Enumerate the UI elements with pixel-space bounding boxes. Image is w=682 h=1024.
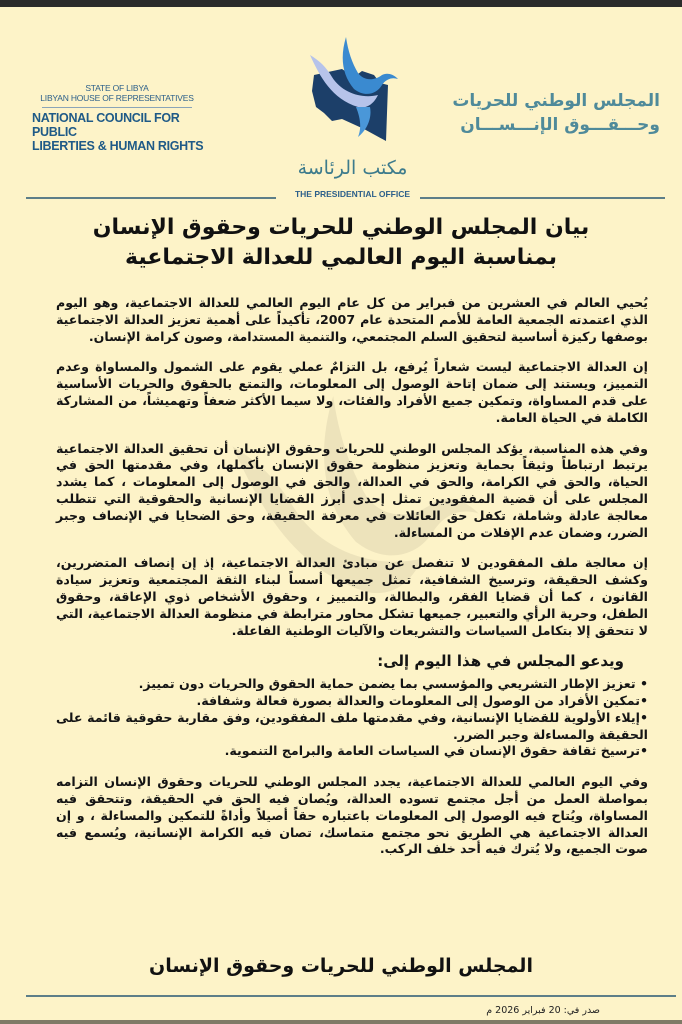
- signature: المجلس الوطني للحريات وحقوق الإنسان: [149, 955, 533, 977]
- bottom-bar: [0, 1020, 682, 1024]
- state-of-libya-label: STATE OF LIBYA: [85, 83, 149, 93]
- paragraph: وفي هذه المناسبة، يؤكد المجلس الوطني للحريات وحقوق الإنسان أن تحقيق العدالة الاجتماعية يرتبط ارتباطاً وثيقاً بحماية وتعزيز منظومة حقوق الإنسان بأكملها، وفي مقدمتها الحق في الحياة، والحق في الكرامة، والحق في العدالة، والحق في الوصول إلى المعلومات ، كما يشدد المجلس على أن قضية المفقودين تمثل إحدى أبرز القضايا الإنسانية والحقوقية التي تتطلب معالجة عادلة وشاملة، تكفل حق العائلات في معرفة الحقيقة، وحق الضحايا في الإنصاف وجبر الضرر، وضمان عدم الإفلات من المساءلة.: [56, 440, 648, 540]
- council-name-ar-line1: المجلس الوطني للحريات: [452, 91, 660, 111]
- title-line1: بيان المجلس الوطني للحريات وحقوق الإنسان: [92, 215, 590, 240]
- footer-divider: [26, 995, 676, 997]
- letterhead: [0, 7, 682, 197]
- presidential-office-en: THE PRESIDENTIAL OFFICE: [294, 189, 411, 199]
- paragraph: إن العدالة الاجتماعية ليست شعاراً يُرفع، بل التزامٌ عملي يقوم على الشمول والمساواة وعدم التمييز، ويستند إلى ضمان إتاحة الوصول إلى المعلومات، والتمتع بالحقوق والحريات الأساسية على قدم المساواة، وتمكين جميع الأفراد والفئات، ولا سيما الأكثر ضعفاً وتهميشاً، من المشاركة الكاملة في الحياة العامة.: [56, 359, 648, 425]
- closing-paragraph: وفي اليوم العالمي للعدالة الاجتماعية، يجدد المجلس الوطني للحريات وحقوق الإنسان التزامه بمواصلة العمل من أجل مجتمع تسوده العدالة، ويُصان فيه الحق في الحقيقة، وتتحقق فيه المساواة، ويُتاح فيه الوصول إلى المعلومات باعتباره حقاً أصيلاً وأداةً للتمكين والمساءلة ، و إن العدالة الاجتماعية هي الطريق نحو مجتمع متماسك، تصان فيه الكرامة الإنسانية، ويُسمع فيه صوت الجميع، ولا يُترك فيه أحد خلف الركب.: [56, 774, 648, 857]
- header-divider-right: [420, 197, 665, 199]
- paragraph: إن معالجة ملف المفقودين لا تنفصل عن مبادئ العدالة الاجتماعية، إذ إن إنصاف المتضررين، وكشف الحقيقة، وترسيخ الشفافية، تمثل جميعها أسساً لبناء الثقة المجتمعية وتعزيز سيادة القانون ، كما أن قضايا الفقر، والبطالة، والتمييز ، وحقوق الأشخاص ذوي الإعاقة، وحقوق الطفل، وحرية الرأي والتعبير، جميعها تشكل محاور مترابطة في منظومة العدالة الاجتماعية، التي لا تتحقق إلا بتكامل السياسات والتشريعات والآليات الوطنية الفاعلة.: [56, 555, 648, 638]
- top-dark-bar: [0, 0, 682, 7]
- issued-date: صدر في: 20 فبراير 2026 م: [486, 1005, 600, 1016]
- arabic-letterhead: [450, 89, 660, 137]
- recommendations-list: [56, 676, 648, 760]
- house-of-representatives-label: LIBYAN HOUSE OF REPRESENTATIVES: [40, 93, 194, 103]
- statement-body: [56, 295, 648, 872]
- header-divider-left: [26, 197, 276, 199]
- list-item: • تعزيز الإطار التشريعي والمؤسسي بما يضمن حماية الحقوق والحريات دون تمييز.: [138, 676, 648, 692]
- paragraph: يُحيي العالم في العشرين من فبراير من كل عام اليوم العالمي للعدالة الاجتماعية، وهو اليوم الذي اعتمدته الجمعية العامة للأمم المتحدة عام 2007، تأكيداً على أهمية تعزيز العدالة الاجتماعية بوصفها ركيزة أساسية لتحقيق السلم المجتمعي، والتنمية المستدامة، وصون كرامة الإنسان.: [56, 295, 648, 344]
- list-item: •تمكين الأفراد من الوصول إلى المعلومات والعدالة بصورة فعالة وشفافة.: [196, 692, 648, 708]
- council-name-en-line2: LIBERTIES & HUMAN RIGHTS: [32, 139, 204, 153]
- list-item: •إيلاء الأولوية للقضايا الإنسانية، وفي مقدمتها ملف المفقودين، وفق مقاربة حقوقية قائمة على الحقيقة والمساءلة وجبر الضرر.: [56, 709, 648, 742]
- english-letterhead: [22, 83, 212, 153]
- title-line2: بمناسبة اليوم العالمي للعدالة الاجتماعية: [125, 245, 557, 270]
- statement-title: [30, 213, 652, 273]
- english-divider: [42, 107, 192, 108]
- council-name-ar-line2: وحـــقـــوق الإنـــســـان: [460, 115, 660, 135]
- dove-over-libya-map-icon: [302, 37, 402, 147]
- list-item: •ترسيخ ثقافة حقوق الإنسان في السياسات العامة والبرامج التنموية.: [224, 743, 648, 759]
- presidential-office-ar: مكتب الرئاسة: [297, 157, 408, 179]
- call-heading: ويدعو المجلس في هذا اليوم إلى:: [377, 652, 624, 671]
- council-name-en-line1: NATIONAL COUNCIL FOR PUBLIC: [32, 111, 180, 139]
